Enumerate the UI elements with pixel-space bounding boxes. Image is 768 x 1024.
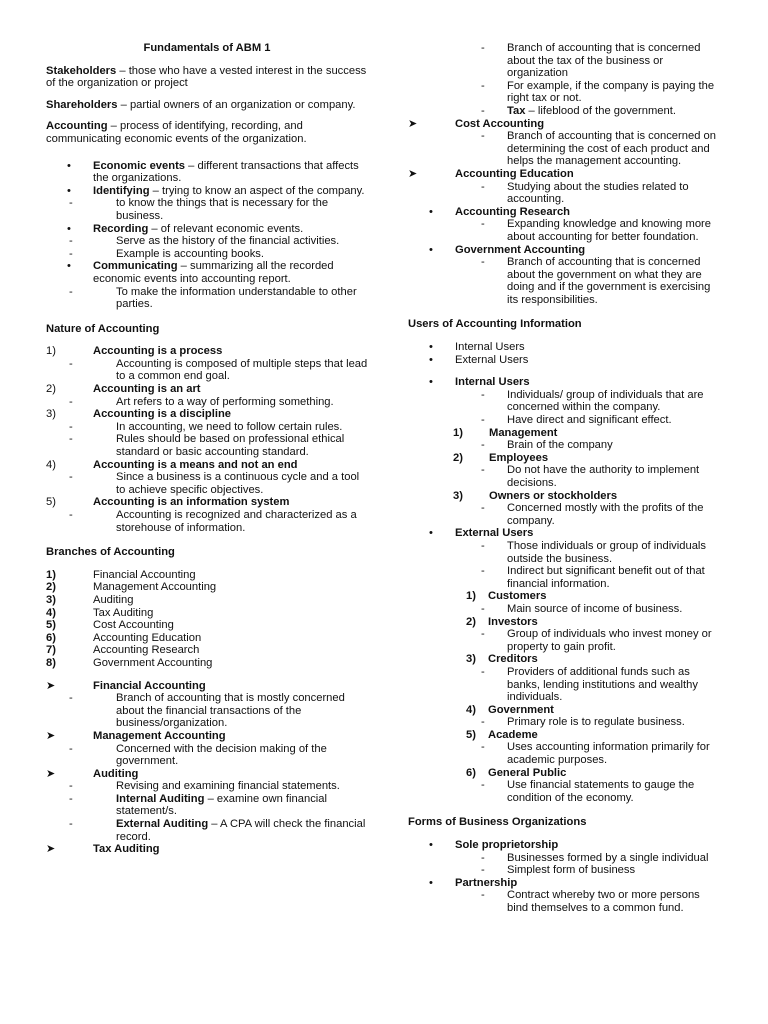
list-item-internal-users: • Internal Users (429, 341, 525, 354)
internal-user-management: 1) Management (453, 426, 558, 439)
dash-item: - Primary role is to regulate business. (481, 716, 685, 729)
dash-item: - To make the information understandable to other parties. (69, 285, 357, 311)
internal-users-heading: • Internal Users (429, 376, 530, 389)
nature-item-4: 4) Accounting is a means and not an end (46, 458, 298, 471)
form-sole-proprietorship: • Sole proprietorship (429, 839, 559, 852)
branch-item: 2) Management Accounting (46, 581, 217, 594)
dash-item: - Since a business is a continuous cycle and a tool to achieve specific objectives. (69, 471, 360, 496)
branch-detail-government: • Government Accounting (429, 243, 586, 256)
branch-detail-auditing: ➤ Auditing (46, 767, 139, 780)
external-user-public: 6) General Public (466, 766, 567, 779)
dash-item: - Individuals/ group of individuals that are concerned within the company. (481, 388, 704, 414)
dash-item: - Tax – lifeblood of the government. (481, 104, 676, 117)
list-item-recording: • Recording – of relevant economic events. (67, 222, 304, 235)
dash-item: - Businesses formed by a single individual (481, 851, 709, 864)
dash-item: - Use financial statements to gauge the condition of the economy. (481, 779, 695, 804)
list-item-identifying: • Identifying – trying to know an aspect of the company. (67, 184, 365, 197)
branch-detail-cost: ➤ Cost Accounting (408, 117, 545, 130)
section-heading-forms: Forms of Business Organizations (408, 816, 587, 829)
dash-item: - External Auditing – A CPA will check the financial record. (69, 818, 366, 843)
arrow-bullet-icon: ➤ (46, 729, 56, 742)
dash-item: - Main source of income of business. (481, 602, 683, 615)
external-user-investors: 2) Investors (466, 615, 538, 628)
dash-item: - Accounting is recognized and characterized as a storehouse of information. (69, 509, 357, 534)
dash-item: - Expanding knowledge and knowing more about accounting for better foundation. (481, 218, 711, 243)
form-partnership: • Partnership (429, 876, 518, 889)
external-users-heading: • External Users (429, 527, 534, 540)
section-heading-users: Users of Accounting Information (408, 318, 582, 331)
dash-item: - Internal Auditing – examine own financial statement/s. (69, 792, 327, 818)
arrow-bullet-icon: ➤ (46, 679, 56, 692)
shareholders-definition: Shareholders – partial owners of an organization or company. (46, 98, 356, 111)
branch-detail-tax: ➤ Tax Auditing (46, 843, 160, 856)
dash-item: - Have direct and significant effect. (481, 414, 672, 427)
dash-item: - Contract whereby two or more persons bind themselves to a common fund. (481, 889, 700, 914)
branch-detail-financial: ➤ Financial Accounting (46, 679, 206, 692)
dash-item: - Simplest form of business (481, 864, 636, 877)
dash-item: - Example is accounting books. (69, 247, 265, 260)
dash-item: - Serve as the history of the financial activities. (69, 235, 340, 248)
list-item-communicating: • Communicating – summarizing all the recorded economic events into accounting report. (67, 260, 334, 285)
internal-user-owners: 3) Owners or stockholders (453, 489, 618, 502)
dash-item: - For example, if the company is paying the right tax or not. (481, 79, 715, 105)
dash-item: - Brain of the company (481, 439, 613, 452)
dash-item: - Group of individuals who invest money or property to gain profit. (481, 628, 712, 653)
external-user-government: 4) Government (466, 703, 554, 716)
external-user-creditors: 3) Creditors (466, 653, 538, 666)
stakeholders-definition: Stakeholders – those who have a vested interest in the success of the organization or project (46, 64, 367, 90)
left-column (46, 0, 368, 856)
external-user-academe: 5) Academe (466, 728, 538, 741)
branch-item: 4) Tax Auditing (46, 606, 154, 619)
arrow-bullet-icon: ➤ (46, 843, 56, 856)
dash-item: - Do not have the authority to implement decisions. (481, 464, 700, 489)
dash-item: - Branch of accounting that is concerned on determining the cost of each product and helps the management accounting. (481, 130, 716, 168)
dash-item: - Those individuals or group of individuals outside the business. (481, 539, 707, 565)
branch-item: 5) Cost Accounting (46, 619, 174, 632)
arrow-bullet-icon: ➤ (46, 767, 56, 780)
dash-item: - Concerned with the decision making of the government. (69, 742, 327, 768)
list-item-economic-events: • Economic events – different transactions that affects the organizations. (67, 159, 359, 185)
external-user-customers: 1) Customers (466, 590, 547, 603)
nature-item-5: 5) Accounting is an information system (46, 496, 290, 509)
branch-item: 6) Accounting Education (46, 631, 202, 644)
branch-item: 8) Government Accounting (46, 656, 213, 669)
dash-item: - Art refers to a way of performing something. (69, 395, 334, 408)
dash-item: - Uses accounting information primarily for academic purposes. (481, 741, 710, 767)
document-title: Fundamentals of ABM 1 (143, 42, 271, 54)
dash-item: - Indirect but significant benefit out of that financial information. (481, 565, 705, 590)
dash-item: - to know the things that is necessary for the business. (69, 197, 329, 222)
dash-item: - Revising and examining financial statements. (69, 780, 340, 793)
internal-user-employees: 2) Employees (453, 451, 549, 464)
branch-detail-research: • Accounting Research (429, 205, 571, 218)
dash-item: - In accounting, we need to follow certain rules. (69, 420, 343, 433)
dash-item: - Studying about the studies related to accounting. (481, 180, 689, 206)
dash-item: - Branch of accounting that is concerned about the tax of the business or organization (481, 42, 701, 80)
branch-detail-management: ➤ Management Accounting (46, 729, 226, 742)
nature-item-2: 2) Accounting is an art (46, 383, 201, 396)
branch-item: 3) Auditing (46, 593, 134, 606)
nature-item-1: 1) Accounting is a process (46, 345, 223, 358)
section-heading-branches: Branches of Accounting (46, 546, 175, 559)
section-heading-nature: Nature of Accounting (46, 322, 160, 335)
right-column (408, 0, 720, 915)
dash-item: - Accounting is composed of multiple steps that lead to a common end goal. (69, 357, 368, 383)
dash-item: - Providers of additional funds such as banks, lending institutions and wealthy individuals. (481, 665, 698, 704)
accounting-definition: Accounting – process of identifying, recording, and communicating economic events of the organization. (46, 120, 307, 145)
nature-item-3: 3) Accounting is a discipline (46, 408, 232, 421)
branch-detail-education: ➤ Accounting Education (408, 167, 574, 180)
dash-item: - Branch of accounting that is concerned about the government on what they are doing and if the government is exercising its responsibilities. (481, 256, 711, 306)
arrow-bullet-icon: ➤ (408, 117, 418, 130)
arrow-bullet-icon: ➤ (408, 167, 418, 180)
dash-item: - Rules should be based on professional ethical standard or basic accounting standard. (69, 433, 345, 459)
dash-item: - Branch of accounting that is mostly concerned about the financial transactions of the business/organization. (69, 692, 345, 730)
branch-item: 7) Accounting Research (46, 644, 200, 657)
list-item-external-users: • External Users (429, 353, 529, 366)
branch-item: 1) Financial Accounting (46, 568, 196, 581)
dash-item: - Concerned mostly with the profits of the company. (481, 502, 704, 527)
